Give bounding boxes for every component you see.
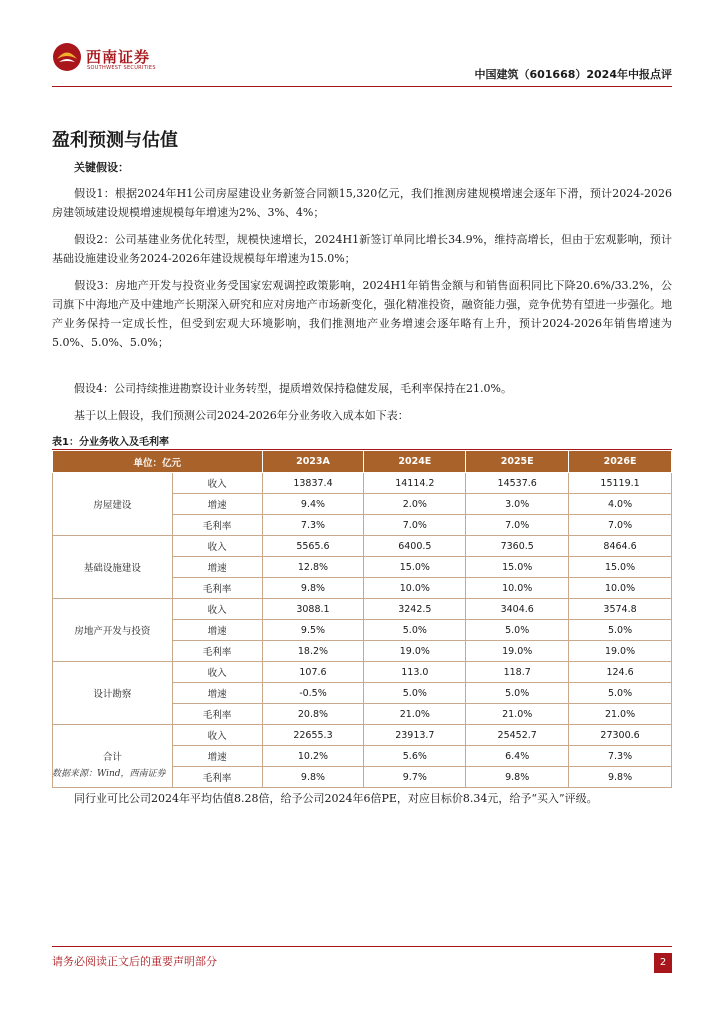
value-cell: 5.0% — [364, 683, 466, 704]
value-cell: 5.0% — [466, 683, 569, 704]
report-title: 中国建筑（601668）2024年中报点评 — [474, 68, 672, 81]
value-cell: 9.4% — [262, 494, 364, 515]
segment-name-cell: 合计 — [53, 725, 173, 788]
year-header: 2024E — [364, 451, 466, 473]
table-row — [53, 725, 672, 746]
value-cell: 21.0% — [466, 704, 569, 725]
metric-cell: 收入 — [172, 536, 262, 557]
value-cell: 118.7 — [466, 662, 569, 683]
key-assumptions-label: 关键假设： — [74, 161, 129, 174]
year-header: 2025E — [466, 451, 569, 473]
value-cell: 15.0% — [569, 557, 672, 578]
value-cell: 23913.7 — [364, 725, 466, 746]
value-cell: 5.0% — [364, 620, 466, 641]
value-cell: 19.0% — [569, 641, 672, 662]
metric-cell: 毛利率 — [172, 704, 262, 725]
assumption-2 — [52, 230, 672, 268]
value-cell: 10.0% — [466, 578, 569, 599]
value-cell: 7360.5 — [466, 536, 569, 557]
value-cell: 5.0% — [466, 620, 569, 641]
value-cell: 9.8% — [262, 578, 364, 599]
metric-cell: 收入 — [172, 473, 262, 494]
value-cell: 25452.7 — [466, 725, 569, 746]
metric-cell: 毛利率 — [172, 641, 262, 662]
value-cell: 9.8% — [262, 767, 364, 788]
value-cell: 7.0% — [569, 515, 672, 536]
valuation-paragraph — [52, 789, 672, 808]
southwest-securities-logo-icon — [52, 42, 82, 72]
segment-revenue-table — [52, 450, 672, 788]
value-cell: 8464.6 — [569, 536, 672, 557]
value-cell: 2.0% — [364, 494, 466, 515]
value-cell: 3574.8 — [569, 599, 672, 620]
value-cell: 14537.6 — [466, 473, 569, 494]
segment-name-cell: 基础设施建设 — [53, 536, 173, 599]
value-cell: 20.8% — [262, 704, 364, 725]
footer-disclaimer: 请务必阅读正文后的重要声明部分 — [52, 955, 217, 968]
footer-divider — [52, 946, 672, 947]
forecast-intro-text: 基于以上假设，我们预测公司2024-2026年分业务收入成本如下表： — [74, 409, 409, 422]
value-cell: 10.0% — [569, 578, 672, 599]
value-cell: 107.6 — [262, 662, 364, 683]
value-cell: 22655.3 — [262, 725, 364, 746]
table-row — [53, 662, 672, 683]
table-caption: 表1：分业务收入及毛利率 — [52, 437, 169, 448]
value-cell: 5565.6 — [262, 536, 364, 557]
table-row — [53, 536, 672, 557]
metric-cell: 毛利率 — [172, 578, 262, 599]
metric-cell: 毛利率 — [172, 767, 262, 788]
assumption-2-text: 假设2：公司基建业务优化转型，规模快速增长，2024H1新签订单同比增长34.9%，维持高增长，但由于宏观影响，预计基础设施建设业务2024-2026年建设规模每年增速为15.0%； — [52, 233, 672, 265]
value-cell: 10.2% — [262, 746, 364, 767]
section-title: 盈利预测与估值 — [52, 130, 178, 151]
value-cell: 7.0% — [466, 515, 569, 536]
page-number: 2 — [654, 953, 672, 973]
unit-header: 单位：亿元 — [53, 451, 263, 473]
header-divider — [52, 86, 672, 87]
value-cell: 3242.5 — [364, 599, 466, 620]
value-cell: 9.7% — [364, 767, 466, 788]
assumption-1-text: 假设1：根据2024年H1公司房屋建设业务新签合同额15,320亿元，我们推测房建规模增速会逐年下滑，预计2024-2026房建领域建设规模增速规模每年增速为2%、3%、4%； — [52, 187, 672, 219]
value-cell: 9.8% — [466, 767, 569, 788]
value-cell: 7.0% — [364, 515, 466, 536]
metric-cell: 增速 — [172, 746, 262, 767]
assumption-4-text: 假设4：公司持续推进勘察设计业务转型，提质增效保持稳健发展，毛利率保持在21.0%。 — [74, 382, 512, 395]
segment-name-cell: 设计勘察 — [53, 662, 173, 725]
value-cell: 13837.4 — [262, 473, 364, 494]
value-cell: 15.0% — [364, 557, 466, 578]
value-cell: 21.0% — [569, 704, 672, 725]
value-cell: 3088.1 — [262, 599, 364, 620]
metric-cell: 毛利率 — [172, 515, 262, 536]
value-cell: 6.4% — [466, 746, 569, 767]
logo-english-name: SOUTHWEST SECURITIES — [87, 65, 156, 71]
assumption-4 — [52, 379, 672, 398]
year-header: 2026E — [569, 451, 672, 473]
value-cell: 10.0% — [364, 578, 466, 599]
value-cell: -0.5% — [262, 683, 364, 704]
table-header-row — [53, 451, 672, 473]
value-cell: 7.3% — [569, 746, 672, 767]
year-header: 2023A — [262, 451, 364, 473]
value-cell: 18.2% — [262, 641, 364, 662]
logo-chinese-name: 西南证券 — [86, 48, 151, 66]
value-cell: 7.3% — [262, 515, 364, 536]
value-cell: 9.8% — [569, 767, 672, 788]
forecast-intro — [52, 406, 672, 425]
value-cell: 19.0% — [364, 641, 466, 662]
value-cell: 124.6 — [569, 662, 672, 683]
value-cell: 9.5% — [262, 620, 364, 641]
value-cell: 15119.1 — [569, 473, 672, 494]
table-row — [53, 599, 672, 620]
valuation-text: 同行业可比公司2024年平均估值8.28倍，给予公司2024年6倍PE，对应目标价8.34元，给予“买入”评级。 — [74, 792, 598, 805]
metric-cell: 增速 — [172, 557, 262, 578]
metric-cell: 增速 — [172, 620, 262, 641]
metric-cell: 收入 — [172, 662, 262, 683]
segment-name-cell: 房地产开发与投资 — [53, 599, 173, 662]
assumption-1 — [52, 184, 672, 222]
table-row — [53, 473, 672, 494]
assumption-3-text: 假设3：房地产开发与投资业务受国家宏观调控政策影响，2024H1年销售金额与和销售面积同比下降20.6%/33.2%，公司旗下中海地产及中建地产长期深入研究和应对房地产市场新变化，强化精准投资，融资能力强，竞争优势有望进一步强化。地产业务保持一定成长性，但受到宏观大环境影响，我们推测地产业务增速会逐年略有上升，预计2024-2026年销售增速为5.0%、5.0%、5.0%； — [52, 279, 672, 349]
value-cell: 12.8% — [262, 557, 364, 578]
value-cell: 113.0 — [364, 662, 466, 683]
value-cell: 19.0% — [466, 641, 569, 662]
segment-name-cell: 房屋建设 — [53, 473, 173, 536]
table-body — [53, 473, 672, 788]
metric-cell: 增速 — [172, 683, 262, 704]
value-cell: 14114.2 — [364, 473, 466, 494]
page-header — [52, 40, 672, 88]
metric-cell: 增速 — [172, 494, 262, 515]
value-cell: 6400.5 — [364, 536, 466, 557]
value-cell: 3404.6 — [466, 599, 569, 620]
value-cell: 5.0% — [569, 683, 672, 704]
value-cell: 27300.6 — [569, 725, 672, 746]
metric-cell: 收入 — [172, 599, 262, 620]
value-cell: 5.0% — [569, 620, 672, 641]
value-cell: 5.6% — [364, 746, 466, 767]
value-cell: 15.0% — [466, 557, 569, 578]
value-cell: 21.0% — [364, 704, 466, 725]
data-source-note: 数据来源：Wind，西南证券 — [52, 769, 166, 779]
key-assumptions-heading — [52, 158, 672, 177]
value-cell: 3.0% — [466, 494, 569, 515]
assumption-3 — [52, 276, 672, 352]
value-cell: 4.0% — [569, 494, 672, 515]
metric-cell: 收入 — [172, 725, 262, 746]
